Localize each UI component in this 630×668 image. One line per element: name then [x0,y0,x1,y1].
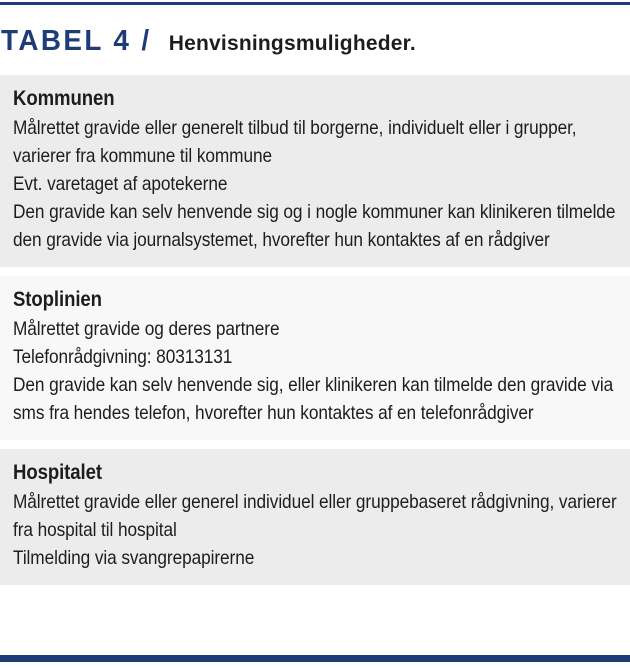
section-paragraph: Den gravide kan selv henvende sig og i nogle kommuner kan klinikeren tilmelde den gravide via journalsystemet, hvorefter hun kontaktes af en rådgiver [13,201,616,251]
section-paragraph phone-number: Telefonrådgivning: 80313131 [13,346,233,368]
table-label: TABEL 4 / [1,25,152,57]
section-heading: Stoplinien [13,288,102,311]
row-content [13,285,617,427]
section-paragraph: Evt. varetaget af apotekerne [13,173,228,195]
table-row-hospitalet [0,449,630,585]
figure-title: Henvisningsmuligheder. [168,32,416,55]
top-rule [0,2,630,5]
section-paragraph: Målrettet gravide eller generel individuel eller gruppebaseret rådgivning, varierer fra hospital til hospital [13,491,617,541]
section-paragraph: Målrettet gravide og deres partnere [13,318,280,340]
section-paragraph: Den gravide kan selv henvende sig, eller klinikeren kan tilmelde den gravide via sms fra hendes telefon, hvorefter hun kontaktes af en telefonrådgiver [13,374,614,424]
figure-header [1,25,630,58]
section-heading: Hospitalet [13,461,102,484]
section-heading: Kommunen [13,87,115,110]
section-paragraph: Målrettet gravide eller generelt tilbud til borgerne, individuelt eller i grupper, varierer fra kommune til kommune [13,117,577,167]
bottom-rule [0,655,630,662]
table-row-kommunen [0,75,630,267]
row-content [13,84,617,254]
section-paragraph: Tilmelding via svangrepapirerne [13,547,255,569]
row-content [13,458,617,572]
table-row-stoplinien [0,276,630,440]
table-rows [0,75,630,585]
